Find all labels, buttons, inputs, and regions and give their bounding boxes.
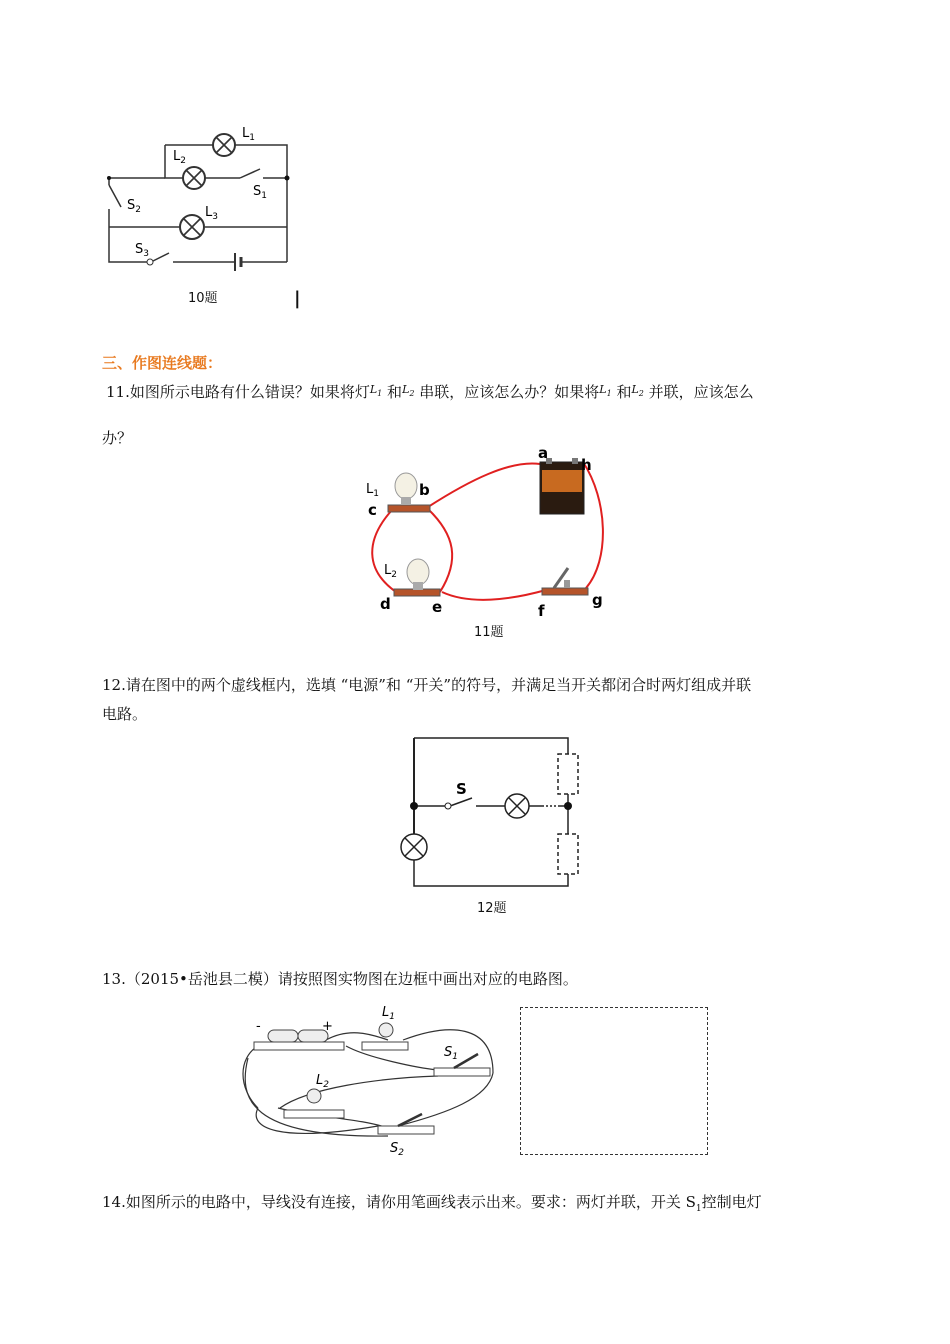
q11-text-line1: 11.如图所示电路有什么错误？如果将灯$^{L_1}$ 和$^{L_2}$ 串联，应该怎么办？如果将$^{L_1}$ 和$^{L_2}$ 并联，应该怎么 — [106, 383, 754, 401]
terminal-a: a — [538, 444, 549, 462]
lamp1-label: $L_1$ — [366, 482, 379, 499]
q12-caption: 12题 — [477, 901, 507, 916]
q13-label-S2: $S_2$ — [390, 1141, 404, 1158]
q13-answer-box[interactable] — [520, 1007, 708, 1155]
terminal-b: b — [419, 481, 430, 499]
label-S3: $S_3$ — [135, 242, 149, 259]
q14-text: 14.如图所示的电路中，导线没有连接，请你用笔画线表示出来。要求：两灯并联，开关 $S_1$控制电灯 — [102, 1193, 762, 1214]
label-L1: $L_1$ — [242, 126, 255, 143]
q13-label-L2: $L_2$ — [316, 1073, 329, 1090]
q10-caption: 10题 — [188, 291, 218, 306]
q12-circuit-diagram — [390, 730, 590, 895]
q10-circuit-diagram — [95, 115, 305, 275]
terminal-c: c — [368, 501, 377, 519]
label-L3: $L_3$ — [205, 205, 218, 222]
battery-minus: - — [256, 1019, 261, 1034]
text-cursor: | — [294, 288, 301, 309]
terminal-e: e — [432, 598, 443, 616]
q13-text: 13.（2015•岳池县二模）请按照图实物图在边框中画出对应的电路图。 — [102, 970, 578, 988]
q12-text-line1: 12.请在图中的两个虚线框内，选填 “电源”和 “开关”的符号，并满足当开关都闭合时两灯组成并联 — [102, 676, 752, 694]
battery-plus: + — [322, 1019, 333, 1034]
label-L2: $L_2$ — [173, 149, 186, 166]
q12-text-line2: 电路。 — [102, 705, 148, 723]
terminal-g: g — [592, 591, 603, 609]
q13-physical-circuit — [238, 1005, 508, 1158]
q13-label-S1: $S_1$ — [444, 1045, 458, 1062]
lamp2-label: $L_2$ — [384, 563, 397, 580]
terminal-d: d — [380, 595, 391, 613]
terminal-f: f — [538, 602, 545, 620]
q13-label-L1: $L_1$ — [382, 1005, 395, 1022]
q11-caption: 11题 — [474, 625, 504, 640]
q11-text-line2: 办？ — [102, 429, 133, 447]
terminal-h: h — [581, 456, 592, 474]
section-heading: 三、作图连线题： — [102, 354, 223, 372]
label-S2: $S_2$ — [127, 198, 141, 215]
switch-S-label: S — [456, 780, 467, 798]
label-S1: $S_1$ — [253, 184, 267, 201]
q11-physical-circuit — [360, 440, 620, 645]
